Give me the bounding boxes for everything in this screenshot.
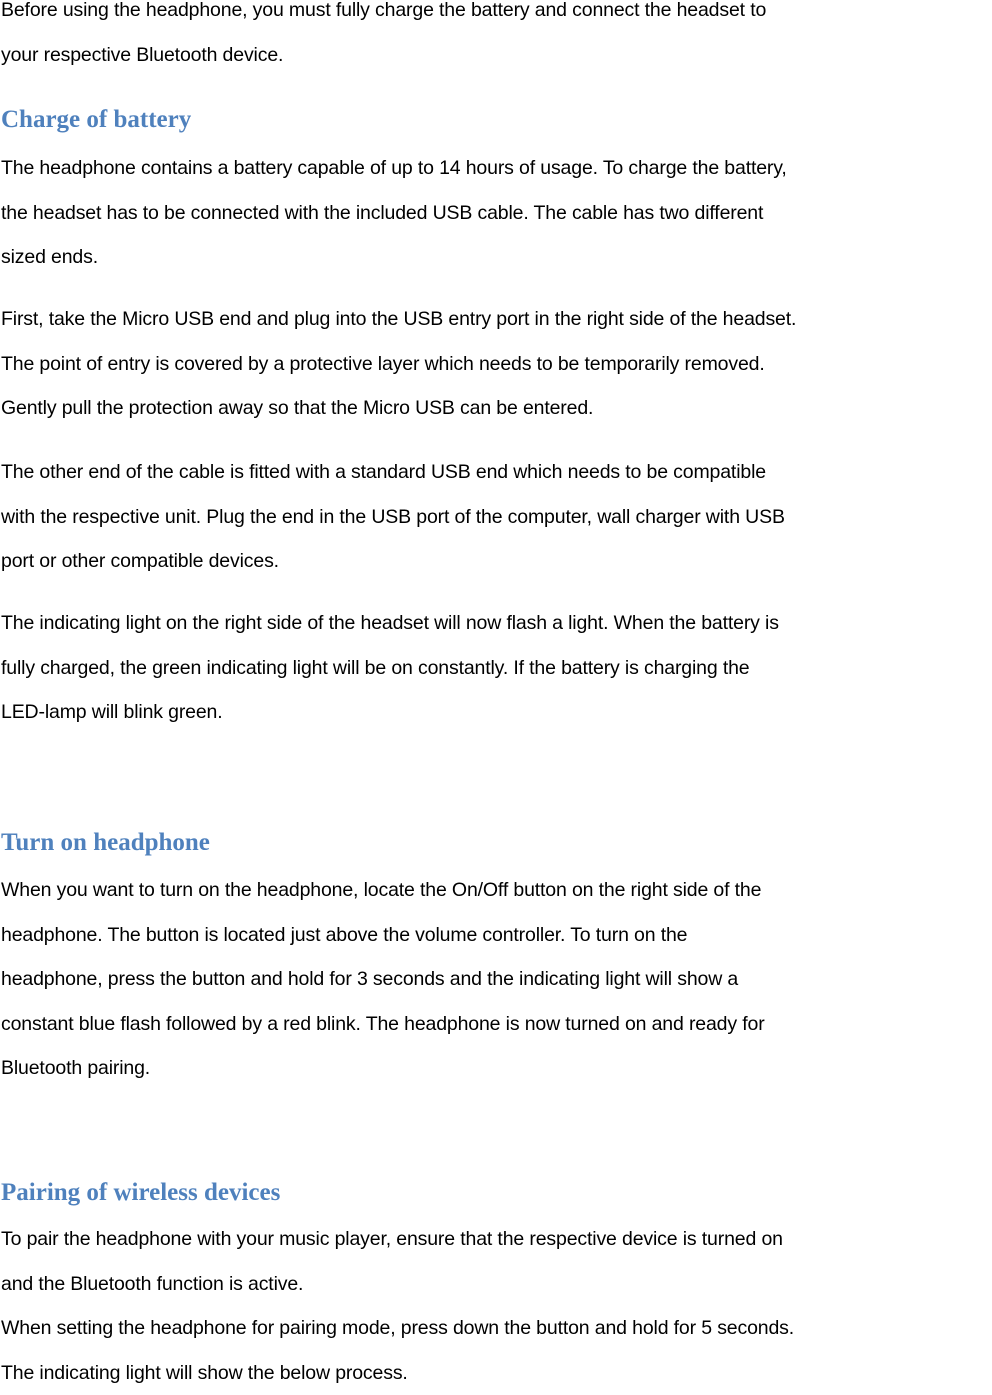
text-line: headphone, press the button and hold for 3 seconds and the indicating light will show a — [1, 957, 991, 1002]
text-line: fully charged, the green indicating light will be on constantly. If the battery is charging the — [1, 646, 991, 691]
turn-on-headphone-heading: Turn on headphone — [1, 823, 210, 863]
charge-paragraph-2 — [1, 297, 991, 431]
text-line: Gently pull the protection away so that the Micro USB can be entered. — [1, 386, 991, 431]
text-line: When setting the headphone for pairing mode, press down the button and hold for 5 seconds. — [1, 1306, 991, 1351]
charge-paragraph-4 — [1, 601, 991, 735]
text-line: The indicating light on the right side of the headset will now flash a light. When the battery is — [1, 601, 991, 646]
charge-of-battery-heading: Charge of battery — [1, 100, 191, 140]
text-line: To pair the headphone with your music player, ensure that the respective device is turned on — [1, 1217, 991, 1262]
text-line: the headset has to be connected with the included USB cable. The cable has two different — [1, 191, 991, 236]
text-line: Bluetooth pairing. — [1, 1046, 991, 1091]
text-line: Before using the headphone, you must fully charge the battery and connect the headset to — [1, 0, 991, 33]
text-line: The indicating light will show the below process. — [1, 1351, 991, 1395]
text-line: port or other compatible devices. — [1, 539, 991, 584]
pairing-of-wireless-devices-heading: Pairing of wireless devices — [1, 1173, 280, 1213]
charge-paragraph-3 — [1, 450, 991, 584]
turn-on-paragraph — [1, 868, 991, 1091]
text-line: The headphone contains a battery capable of up to 14 hours of usage. To charge the battery, — [1, 146, 991, 191]
text-line: LED-lamp will blink green. — [1, 690, 991, 735]
text-line: and the Bluetooth function is active. — [1, 1262, 991, 1307]
text-line: The other end of the cable is fitted with a standard USB end which needs to be compatible — [1, 450, 991, 495]
intro-paragraph — [1, 0, 991, 77]
text-line: with the respective unit. Plug the end in the USB port of the computer, wall charger with USB — [1, 495, 991, 540]
text-line: The point of entry is covered by a protective layer which needs to be temporarily removed. — [1, 342, 991, 387]
charge-paragraph-1 — [1, 146, 991, 280]
text-line: First, take the Micro USB end and plug into the USB entry port in the right side of the headset. — [1, 297, 991, 342]
text-line: headphone. The button is located just above the volume controller. To turn on the — [1, 913, 991, 958]
text-line: sized ends. — [1, 235, 991, 280]
text-line: When you want to turn on the headphone, locate the On/Off button on the right side of the — [1, 868, 991, 913]
text-line: your respective Bluetooth device. — [1, 33, 991, 78]
pairing-paragraph — [1, 1217, 991, 1395]
text-line: constant blue flash followed by a red blink. The headphone is now turned on and ready for — [1, 1002, 991, 1047]
